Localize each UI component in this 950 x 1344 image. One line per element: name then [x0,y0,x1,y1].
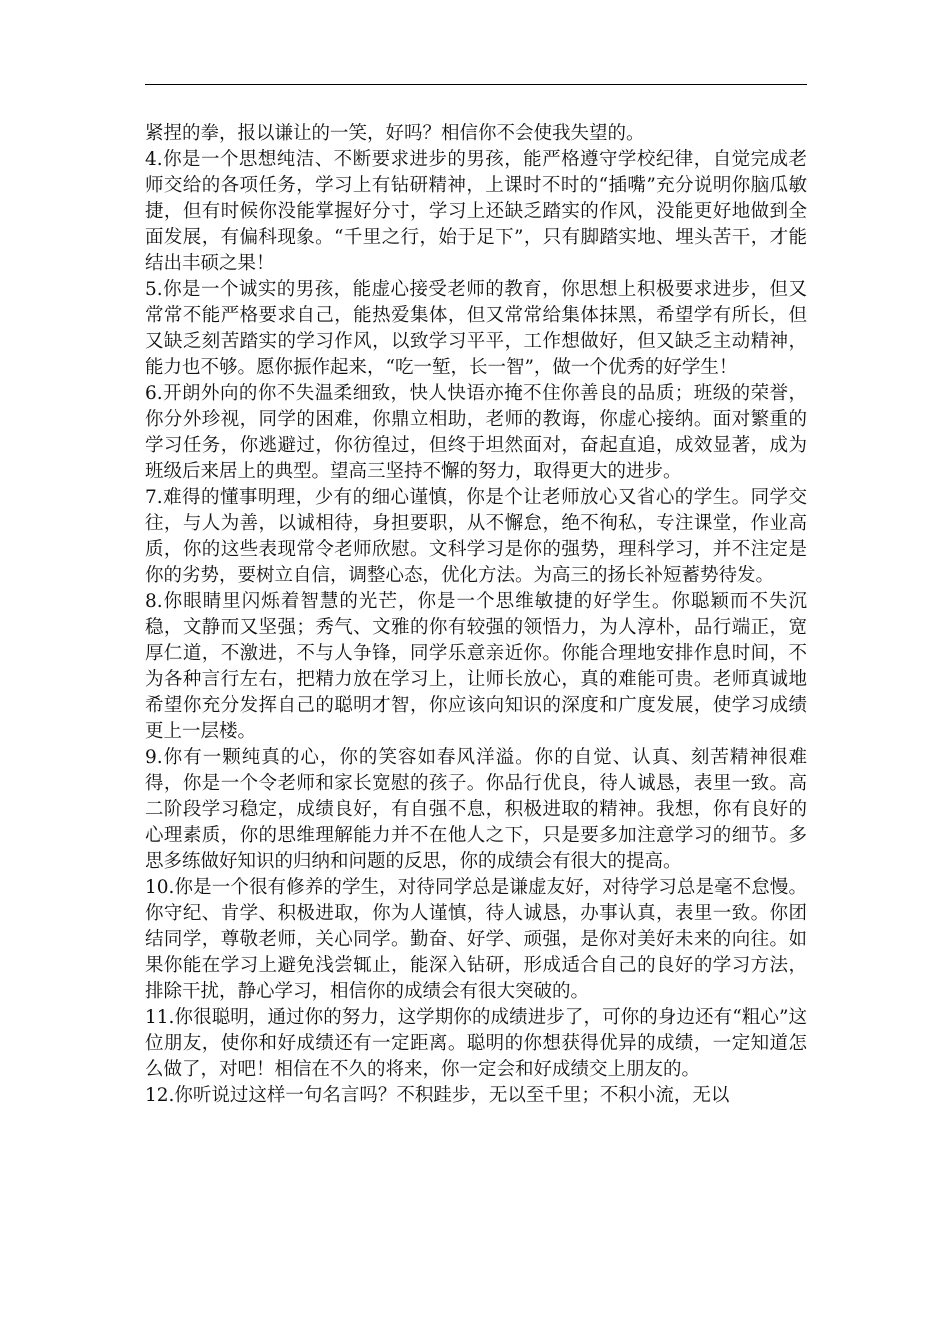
document-body [145,121,807,1109]
comment-item-8: 8.你眼睛里闪烁着智慧的光芒，你是一个思维敏捷的好学生。你聪颖而不失沉稳，文静而又坚强；秀气、文雅的你有较强的领悟力，为人淳朴，品行端正，宽厚仁道，不激进，不与人争锋，同学乐意亲近你。你能合理地安排作息时间，不为各种言行左右，把精力放在学习上，让师长放心，真的难能可贵。老师真诚地希望你充分发挥自己的聪明才智，你应该向知识的深度和广度发展，使学习成绩更上一层楼。 [145,591,807,742]
comment-item-7: 7.难得的懂事明理，少有的细心谨慎，你是个让老师放心又省心的学生。同学交往，与人为善，以诚相待，身担要职，从不懈怠，绝不徇私，专注课堂，作业高质，你的这些表现常令老师欣慰。文科学习是你的强势，理科学习，并不注定是你的劣势，要树立自信，调整心态，优化方法。为高三的扬长补短蓄势待发。 [145,487,807,586]
comment-item-5: 5.你是一个诚实的男孩，能虚心接受老师的教育，你思想上积极要求进步，但又常常不能严格要求自己，能热爱集体，但又常常给集体抹黑，希望学有所长，但又缺乏刻苦踏实的学习作风，以致学习平平，工作想做好，但又缺乏主动精神，能力也不够。愿你振作起来，“吃一堑，长一智”，做一个优秀的好学生！ [145,279,807,378]
comment-item-6: 6.开朗外向的你不失温柔细致，快人快语亦掩不住你善良的品质；班级的荣誉，你分外珍视，同学的困难，你鼎立相助，老师的教诲，你虚心接纳。面对繁重的学习任务，你逃避过，你彷徨过，但终于坦然面对，奋起直追，成效显著，成为班级后来居上的典型。望高三坚持不懈的努力，取得更大的进步。 [145,383,807,482]
comment-item-10: 10.你是一个很有修养的学生，对待同学总是谦虚友好，对待学习总是毫不怠慢。你守纪、肯学、积极进取，你为人谨慎，待人诚恳，办事认真，表里一致。你团结同学，尊敬老师，关心同学。勤奋、好学、顽强，是你对美好未来的向往。如果你能在学习上避免浅尝辄止，能深入钻研，形成适合自己的良好的学习方法，排除干扰，静心学习，相信你的成绩会有很大突破的。 [145,877,807,1002]
comment-item-12: 12.你听说过这样一句名言吗？不积跬步，无以至千里；不积小流，无以 [145,1085,730,1106]
comment-item-4: 4.你是一个思想纯洁、不断要求进步的男孩，能严格遵守学校纪律，自觉完成老师交给的各项任务，学习上有钻研精神，上课时不时的“插嘴”充分说明你脑瓜敏捷，但有时候你没能掌握好分寸，学习上还缺乏踏实的作风，没能更好地做到全面发展，有偏科现象。“千里之行，始于足下”，只有脚踏实地、埋头苦干，才能结出丰硕之果！ [145,149,807,274]
comment-item-9: 9.你有一颗纯真的心，你的笑容如春风洋溢。你的自觉、认真、刻苦精神很难得，你是一个令老师和家长宽慰的孩子。你品行优良，待人诚恳，表里一致。高二阶段学习稳定，成绩良好，有自强不息，积极进取的精神。我想，你有良好的心理素质，你的思维理解能力并不在他人之下，只是要多加注意学习的细节。多思多练做好知识的归纳和问题的反思，你的成绩会有很大的提高。 [145,747,807,872]
paragraph-continuation: 紧捏的拳，报以谦让的一笑，好吗？相信你不会使我失望的。 [145,123,645,144]
header-rule [145,84,807,85]
comment-item-11: 11.你很聪明，通过你的努力，这学期你的成绩进步了，可你的身边还有“粗心”这位朋友，使你和好成绩还有一定距离。聪明的你想获得优异的成绩，一定知道怎么做了，对吧！相信在不久的将来，你一定会和好成绩交上朋友的。 [145,1007,807,1080]
